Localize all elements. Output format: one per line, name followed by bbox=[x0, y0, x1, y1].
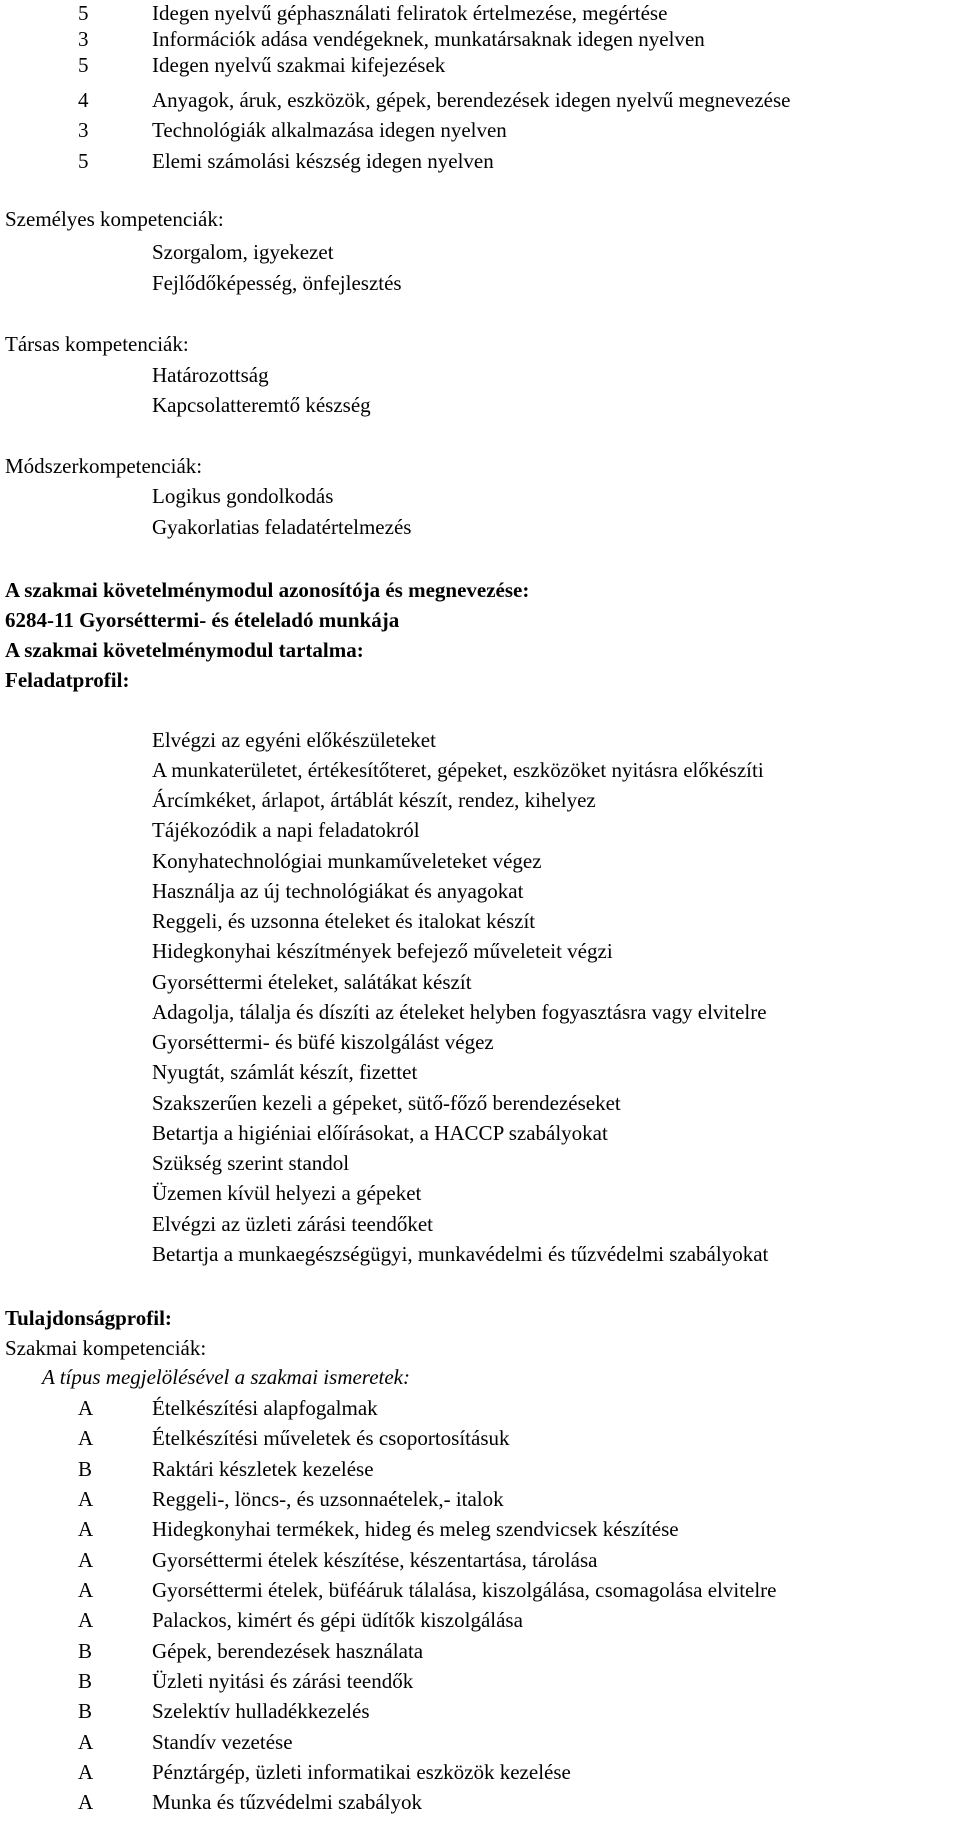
property-profile-label: Tulajdonságprofil: bbox=[5, 1306, 172, 1330]
method-competency-item: Logikus gondolkodás bbox=[152, 484, 334, 508]
skill-text: Idegen nyelvű szakmai kifejezések bbox=[152, 53, 446, 77]
social-competency-item: Határozottság bbox=[152, 363, 269, 387]
knowledge-text: Hidegkonyhai termékek, hideg és meleg szendvicsek készítése bbox=[152, 1517, 679, 1541]
task-item: Gyorséttermi- és büfé kiszolgálást végez bbox=[152, 1030, 494, 1054]
task-item: Üzemen kívül helyezi a gépeket bbox=[152, 1181, 422, 1205]
task-item: Betartja a munkaegészségügyi, munkavédelmi és tűzvédelmi szabályokat bbox=[152, 1242, 769, 1266]
personal-competency-item: Fejlődőképesség, önfejlesztés bbox=[152, 271, 402, 295]
knowledge-text: Ételkészítési alapfogalmak bbox=[152, 1396, 378, 1420]
task-profile-label: Feladatprofil: bbox=[5, 668, 130, 692]
task-item: Elvégzi az egyéni előkészületeket bbox=[152, 728, 436, 752]
skill-text: Elemi számolási készség idegen nyelven bbox=[152, 149, 494, 173]
module-content-label: A szakmai követelménymodul tartalma: bbox=[5, 638, 364, 662]
knowledge-text: Ételkészítési műveletek és csoportosításuk bbox=[152, 1426, 510, 1450]
knowledge-text: Gépek, berendezések használata bbox=[152, 1639, 424, 1663]
skill-level: 4 bbox=[78, 88, 89, 112]
knowledge-type: A bbox=[78, 1487, 94, 1511]
task-item: Konyhatechnológiai munkaműveleteket végez bbox=[152, 849, 542, 873]
skill-level: 3 bbox=[78, 118, 89, 142]
knowledge-type: A bbox=[78, 1578, 94, 1602]
task-item: A munkaterületet, értékesítőteret, gépeket, eszközöket nyitásra előkészíti bbox=[152, 758, 764, 782]
module-id-value: 6284-11 Gyorséttermi- és ételeladó munkája bbox=[5, 608, 400, 632]
knowledge-text: Reggeli-, löncs-, és uzsonnaételek,- italok bbox=[152, 1487, 504, 1511]
knowledge-type: A bbox=[78, 1396, 94, 1420]
knowledge-text: Munka és tűzvédelmi szabályok bbox=[152, 1790, 423, 1814]
skill-text: Anyagok, áruk, eszközök, gépek, berendezések idegen nyelvű megnevezése bbox=[152, 88, 791, 112]
task-item: Elvégzi az üzleti zárási teendőket bbox=[152, 1212, 434, 1236]
knowledge-type: A bbox=[78, 1760, 94, 1784]
knowledge-type: A bbox=[78, 1517, 94, 1541]
knowledge-text: Standív vezetése bbox=[152, 1730, 293, 1754]
skill-text: Idegen nyelvű géphasználati feliratok értelmezése, megértése bbox=[152, 1, 668, 25]
task-item: Szakszerűen kezeli a gépeket, sütő-főző berendezéseket bbox=[152, 1091, 621, 1115]
personal-competency-item: Szorgalom, igyekezet bbox=[152, 240, 334, 264]
task-item: Árcímkéket, árlapot, ártáblát készít, rendez, kihelyez bbox=[152, 788, 596, 812]
task-item: Betartja a higiéniai előírásokat, a HACCP szabályokat bbox=[152, 1121, 608, 1145]
task-item: Adagolja, tálalja és díszíti az ételeket helyben fogyasztásra vagy elvitelre bbox=[152, 1000, 767, 1024]
personal-competencies-heading: Személyes kompetenciák: bbox=[5, 207, 224, 231]
knowledge-text: Gyorséttermi ételek készítése, készentartása, tárolása bbox=[152, 1548, 598, 1572]
knowledge-text: Üzleti nyitási és zárási teendők bbox=[152, 1669, 414, 1693]
knowledge-type: A bbox=[78, 1790, 94, 1814]
knowledge-type: A bbox=[78, 1608, 94, 1632]
task-item: Használja az új technológiákat és anyagokat bbox=[152, 879, 524, 903]
skill-level: 5 bbox=[78, 149, 89, 173]
knowledge-type: B bbox=[78, 1669, 93, 1693]
skill-text: Információk adása vendégeknek, munkatársaknak idegen nyelven bbox=[152, 27, 705, 51]
task-item: Nyugtát, számlát készít, fizettet bbox=[152, 1060, 418, 1084]
knowledge-type: B bbox=[78, 1639, 93, 1663]
skill-text: Technológiák alkalmazása idegen nyelven bbox=[152, 118, 507, 142]
knowledge-type: A bbox=[78, 1730, 94, 1754]
skill-level: 5 bbox=[78, 1, 89, 25]
task-item: Tájékozódik a napi feladatokról bbox=[152, 818, 420, 842]
knowledge-type: B bbox=[78, 1699, 93, 1723]
knowledge-text: Raktári készletek kezelése bbox=[152, 1457, 374, 1481]
knowledge-text: Gyorséttermi ételek, büféáruk tálalása, kiszolgálása, csomagolása elvitelre bbox=[152, 1578, 777, 1602]
knowledge-text: Pénztárgép, üzleti informatikai eszközök kezelése bbox=[152, 1760, 571, 1784]
professional-competencies-label: Szakmai kompetenciák: bbox=[5, 1336, 207, 1360]
social-competency-item: Kapcsolatteremtő készség bbox=[152, 393, 371, 417]
skill-level: 5 bbox=[78, 53, 89, 77]
method-competency-item: Gyakorlatias feladatértelmezés bbox=[152, 515, 412, 539]
knowledge-type: B bbox=[78, 1457, 93, 1481]
task-item: Szükség szerint standol bbox=[152, 1151, 350, 1175]
type-note: A típus megjelölésével a szakmai ismeretek: bbox=[42, 1365, 410, 1389]
knowledge-type: A bbox=[78, 1548, 94, 1572]
knowledge-text: Palackos, kimért és gépi üdítők kiszolgálása bbox=[152, 1608, 523, 1632]
task-item: Hidegkonyhai készítmények befejező műveleteit végzi bbox=[152, 939, 613, 963]
skill-level: 3 bbox=[78, 27, 89, 51]
task-item: Reggeli, és uzsonna ételeket és italokat készít bbox=[152, 909, 536, 933]
social-competencies-heading: Társas kompetenciák: bbox=[5, 332, 189, 356]
task-item: Gyorséttermi ételeket, salátákat készít bbox=[152, 970, 472, 994]
knowledge-text: Szelektív hulladékkezelés bbox=[152, 1699, 370, 1723]
knowledge-type: A bbox=[78, 1426, 94, 1450]
method-competencies-heading: Módszerkompetenciák: bbox=[5, 454, 203, 478]
module-id-label: A szakmai követelménymodul azonosítója és megnevezése: bbox=[5, 578, 530, 602]
